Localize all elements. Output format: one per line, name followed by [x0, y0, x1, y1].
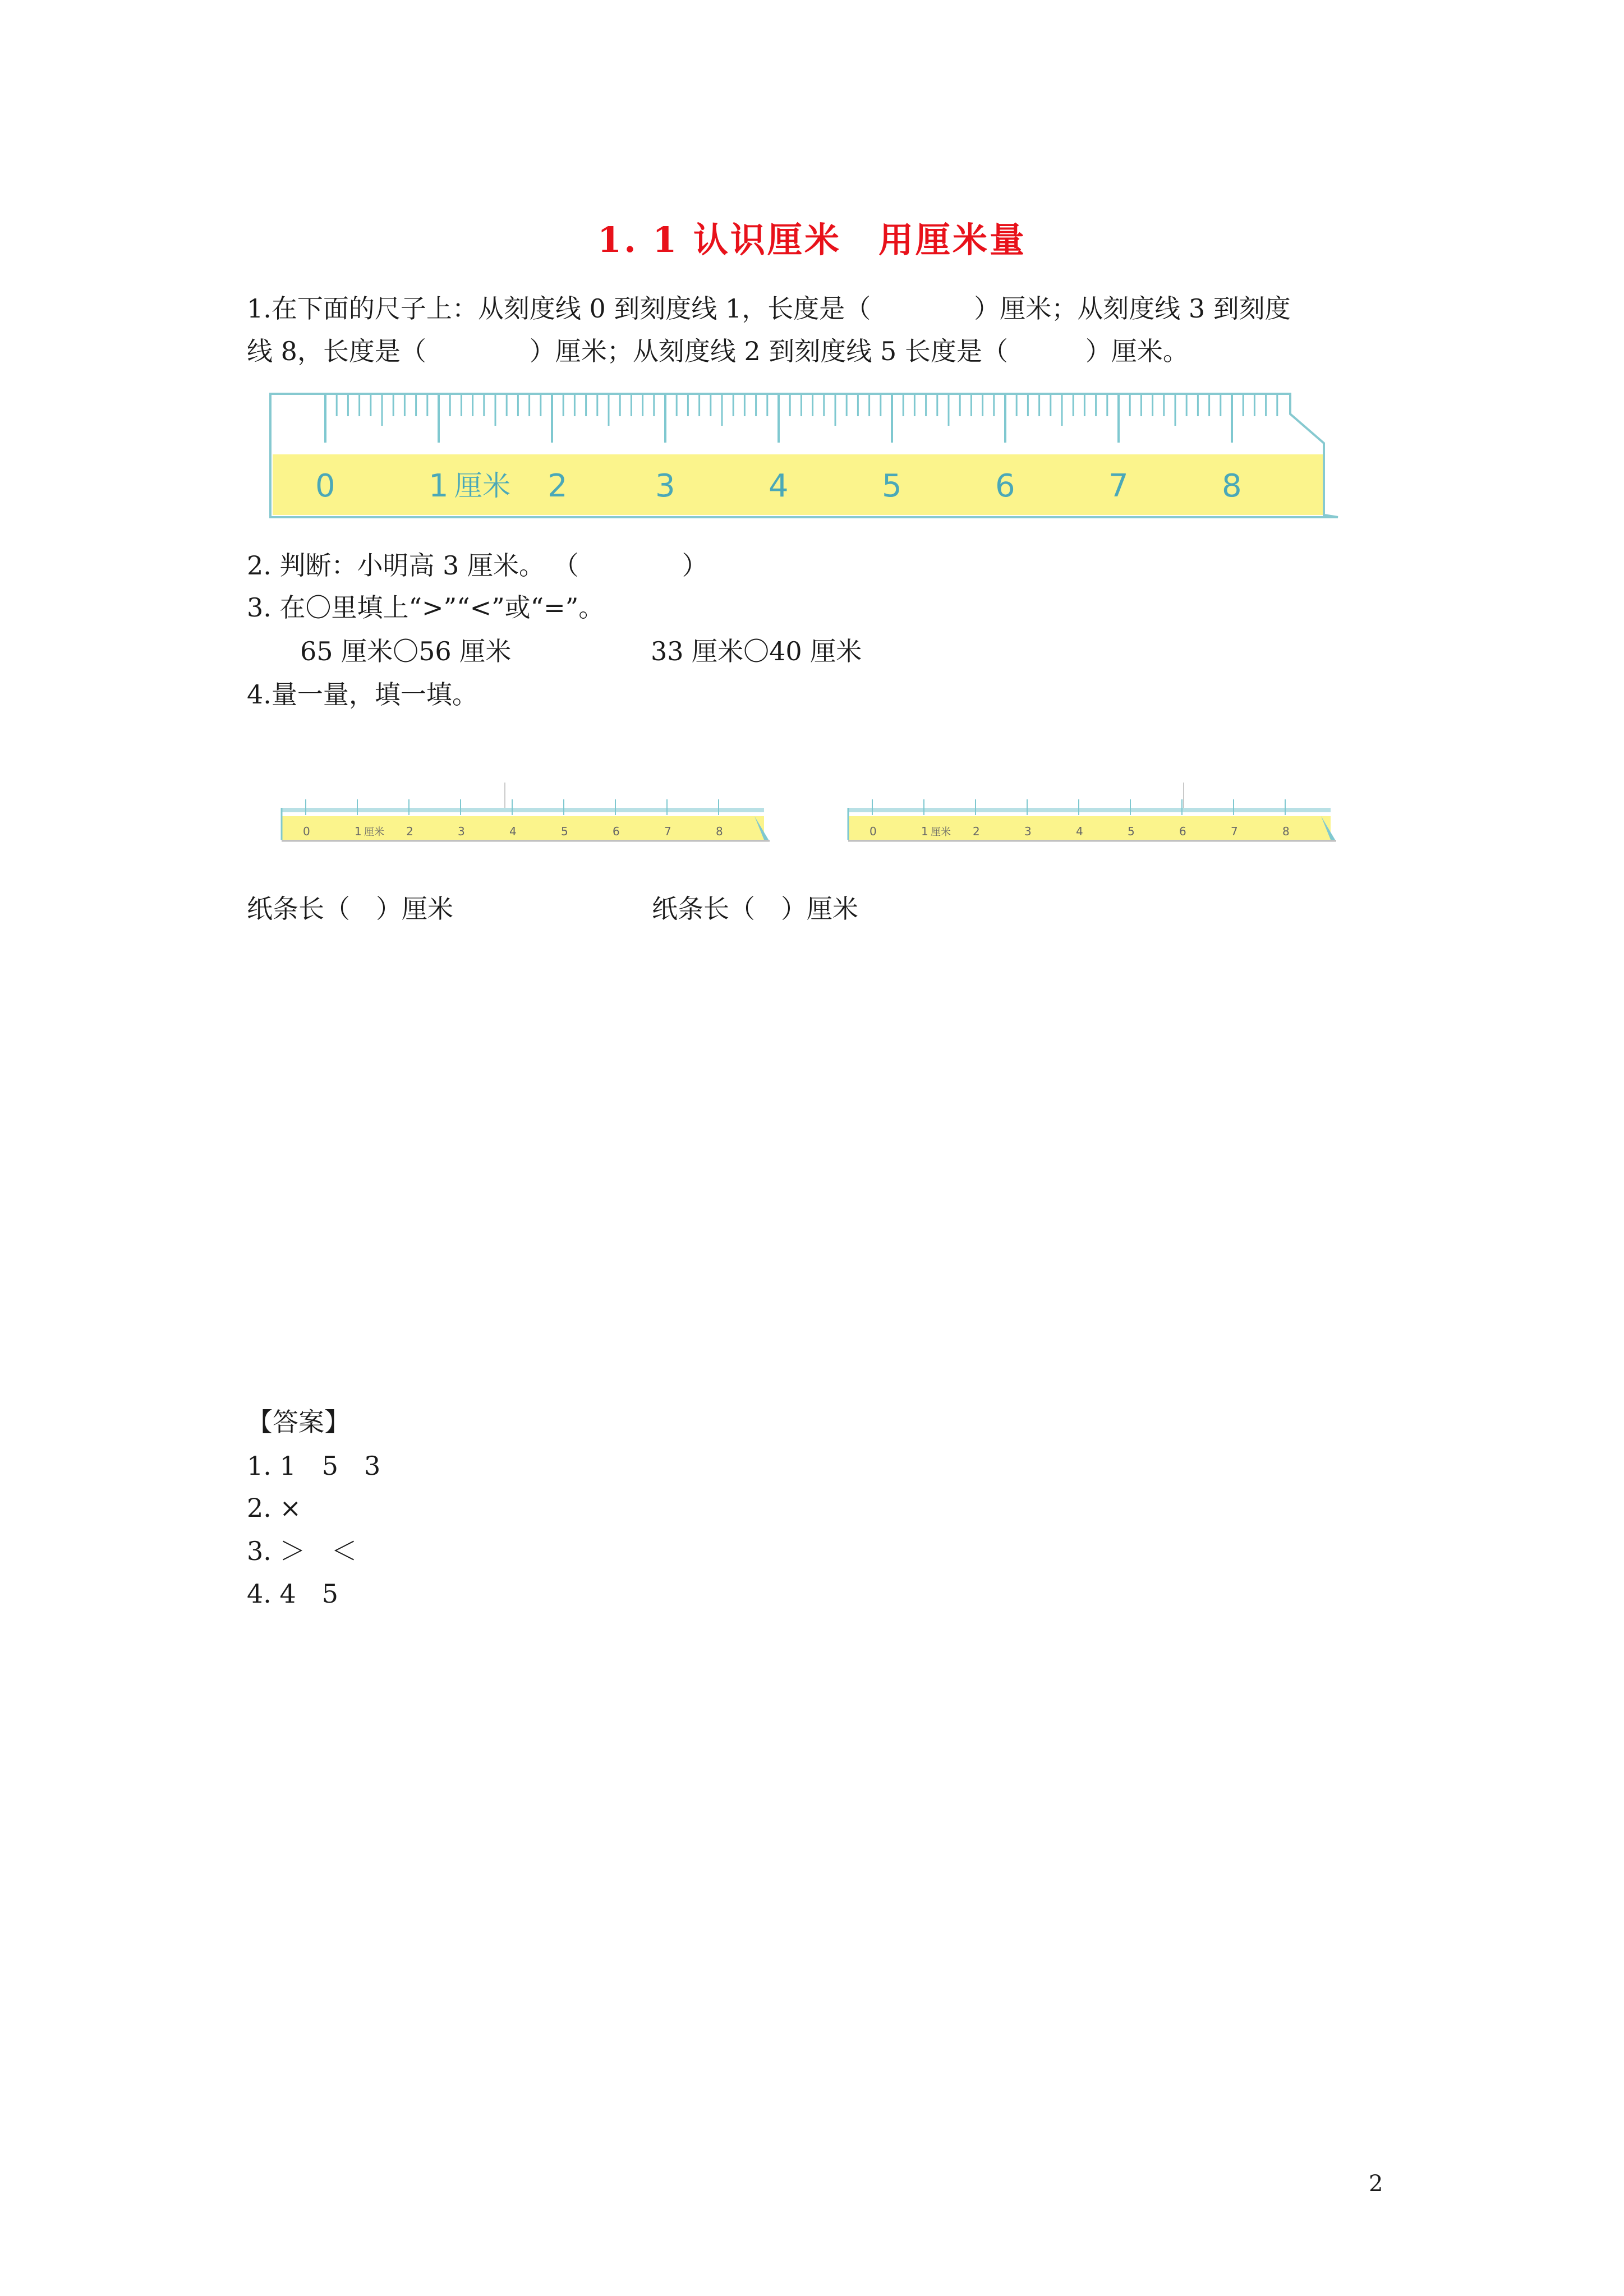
small-ruler-number-8: 8: [1282, 825, 1290, 838]
question-2: 2. 判断：小明高 3 厘米。 （ ）: [247, 550, 708, 581]
ruler-number-7: 7: [1108, 468, 1129, 504]
small-ruler-left: [280, 777, 780, 850]
ruler-number-5: 5: [882, 468, 902, 504]
question-3-item-a: 65 厘米〇56 厘米: [300, 636, 512, 666]
question-4-answer-b: 纸条长（ ）厘米: [652, 894, 858, 924]
small-ruler-top: [848, 808, 1331, 812]
small-ruler-number-3: 3: [1024, 825, 1032, 838]
small-ruler-number-8: 8: [716, 825, 723, 838]
ruler-number-4: 4: [769, 468, 789, 504]
question-1-line-2: 线 8，长度是（ ）厘米；从刻度线 2 到刻度线 5 长度是（ ）厘米。: [247, 336, 1189, 366]
small-ruler-number-0: 0: [303, 825, 310, 838]
ruler-number-3: 3: [655, 468, 675, 504]
ruler-unit-label: 厘米: [454, 470, 510, 502]
small-ruler-number-4: 4: [509, 825, 517, 838]
ruler-number-6: 6: [995, 468, 1015, 504]
ruler-number-2: 2: [548, 468, 568, 504]
question-4-answer-a: 纸条长（ ）厘米: [247, 894, 453, 924]
small-ruler-number-6: 6: [613, 825, 620, 838]
small-ruler-number-1: 1: [921, 825, 928, 838]
small-ruler-right: [847, 777, 1346, 850]
small-ruler-number-6: 6: [1179, 825, 1186, 838]
small-ruler-number-7: 7: [664, 825, 671, 838]
small-ruler-unit: 厘米: [931, 826, 951, 838]
answer-2: 2. ×: [247, 1493, 302, 1523]
small-ruler-face: [848, 816, 1331, 840]
answer-heading: 【答案】: [247, 1407, 350, 1437]
question-1-line-1: 1.在下面的尺子上：从刻度线 0 到刻度线 1，长度是（ ）厘米；从刻度线 3 到刻度: [247, 293, 1291, 324]
page-title: 1. 1 认识厘米 用厘米量: [597, 219, 1027, 260]
small-ruler-number-5: 5: [1128, 825, 1135, 838]
small-ruler-unit: 厘米: [364, 826, 384, 838]
small-ruler-number-4: 4: [1076, 825, 1083, 838]
small-ruler-number-5: 5: [561, 825, 568, 838]
small-ruler-number-7: 7: [1231, 825, 1238, 838]
small-ruler-number-0: 0: [869, 825, 877, 838]
question-3-item-b: 33 厘米〇40 厘米: [651, 636, 862, 666]
ruler-number-1: 1: [429, 468, 449, 504]
small-ruler-number-2: 2: [973, 825, 980, 838]
large-ruler: [269, 393, 1352, 522]
ruler-number-0: 0: [315, 468, 335, 504]
question-4: 4.量一量，填一填。: [247, 679, 478, 710]
small-ruler-number-3: 3: [458, 825, 465, 838]
small-ruler-number-1: 1: [355, 825, 362, 838]
answer-3: 3. ＞ ＜: [247, 1536, 357, 1566]
small-ruler-number-2: 2: [406, 825, 413, 838]
small-ruler-top: [282, 808, 764, 812]
ruler-number-8: 8: [1222, 468, 1242, 504]
answer-4: 4. 4 5: [247, 1579, 339, 1609]
small-ruler-face: [282, 816, 764, 840]
page-number: 2: [1369, 2171, 1383, 2197]
question-3: 3. 在〇里填上“>”“<”或“=”。: [247, 592, 605, 623]
answer-1: 1. 1 5 3: [247, 1451, 381, 1481]
